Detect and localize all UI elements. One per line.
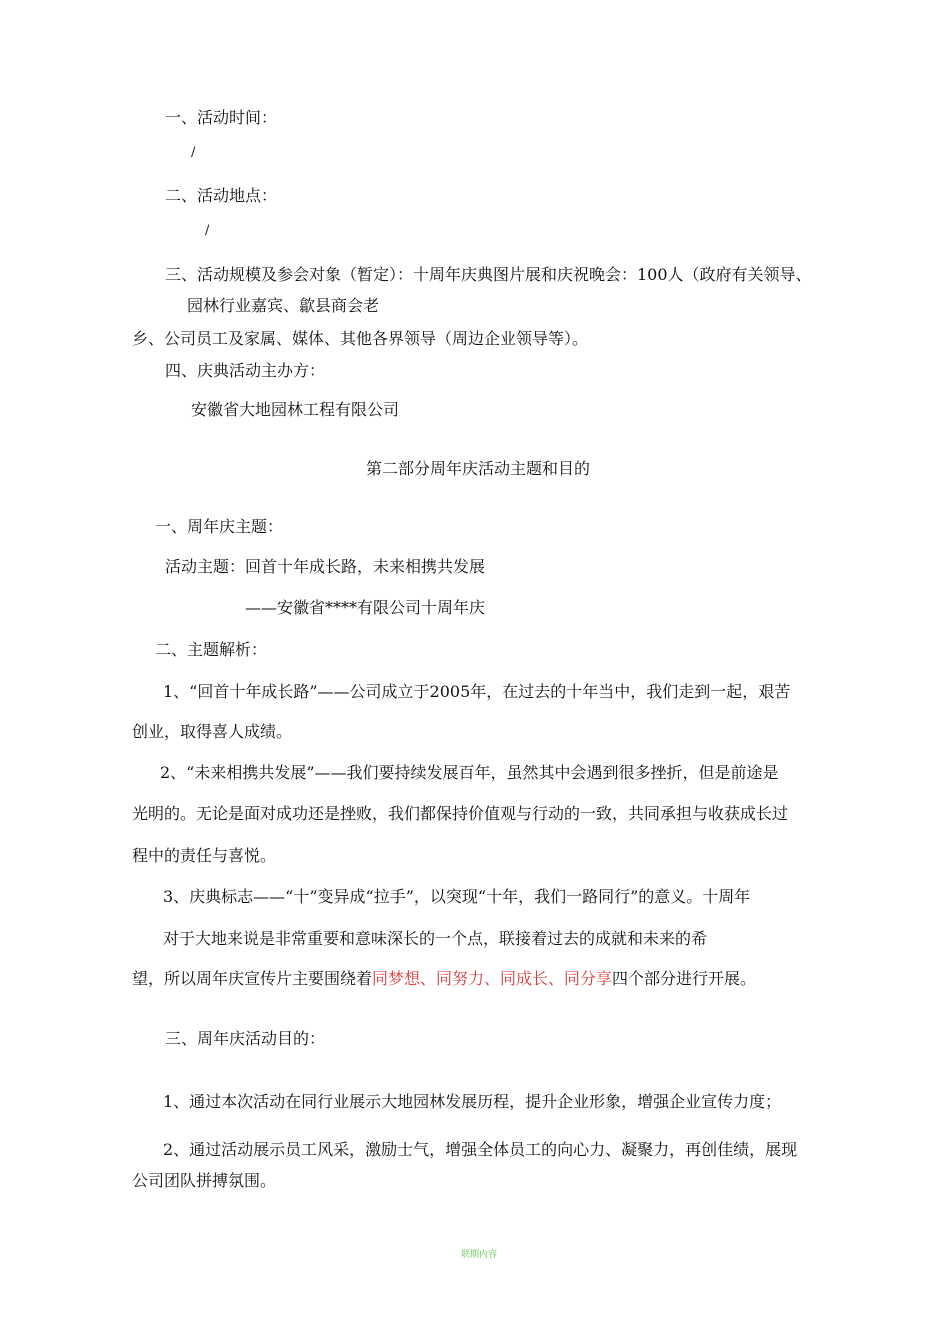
analysis-p2-line1: 2、“未来相携共发展”——我们要持续发展百年，虽然其中会遇到很多挫折，但是前途是 — [160, 763, 779, 782]
scale-line-2: 园林行业嘉宾、歙县商会老 — [187, 296, 380, 315]
time-heading: 一、活动时间： — [165, 108, 278, 127]
analysis-p1-line2: 创业，取得喜人成绩。 — [132, 722, 293, 741]
analysis-p3-line3-prefix: 望，所以周年庆宣传片主要围绕着 — [132, 969, 373, 988]
purpose-item-1: 1、通过本次活动在同行业展示大地园林发展历程，提升企业形象，增强企业宣传力度； — [163, 1092, 782, 1111]
place-value: / — [205, 223, 210, 238]
purpose-item-2-line2: 公司团队拼搏氛围。 — [132, 1171, 277, 1190]
analysis-p2-line3: 程中的责任与喜悦。 — [132, 846, 277, 865]
time-value: / — [191, 145, 196, 160]
place-heading: 二、活动地点： — [165, 186, 278, 205]
theme-line: 活动主题：回首十年成长路，未来相携共发展 — [165, 557, 486, 576]
organizer-heading: 四、庆典活动主办方： — [165, 361, 326, 380]
organizer-value: 安徽省大地园林工程有限公司 — [191, 400, 400, 419]
analysis-p3-line2: 对于大地来说是非常重要和意味深长的一个点，联接着过去的成就和未来的希 — [163, 929, 708, 948]
purpose-item-2-line1: 2、通过活动展示员工风采，激励士气，增强全体员工的向心力、凝聚力，再创佳绩，展现 — [163, 1140, 798, 1159]
theme-subtitle: ——安徽省****有限公司十周年庆 — [245, 598, 486, 617]
analysis-p1-line1: 1、“回首十年成长路”——公司成立于2005年，在过去的十年当中，我们走到一起，艰苦 — [163, 682, 791, 701]
footer-watermark: 联期内容 — [461, 1250, 498, 1260]
scale-line-1: 三、活动规模及参会对象（暂定）：十周年庆典图片展和庆祝晚会：100人（政府有关领导、 — [165, 265, 812, 284]
scale-line-3: 乡、公司员工及家属、媒体、其他各界领导（周边企业领导等）。 — [132, 329, 589, 348]
analysis-p3-line3-suffix: 四个部分进行开展。 — [612, 969, 757, 988]
analysis-p3-line1: 3、庆典标志——“十”变异成“拉手”，以突现“十年，我们一路同行”的意义。十周年 — [163, 887, 751, 906]
purpose-heading: 三、周年庆活动目的： — [165, 1029, 326, 1048]
section-title: 第二部分周年庆活动主题和目的 — [366, 459, 591, 478]
analysis-heading: 二、主题解析： — [155, 640, 268, 659]
analysis-p3-line3 — [132, 969, 756, 989]
theme-heading: 一、周年庆主题： — [155, 517, 284, 536]
highlighted-themes: 同梦想、同努力、同成长、同分享 — [372, 969, 613, 988]
analysis-p2-line2: 光明的。无论是面对成功还是挫败，我们都保持价值观与行动的一致，共同承担与收获成长过 — [132, 804, 789, 823]
